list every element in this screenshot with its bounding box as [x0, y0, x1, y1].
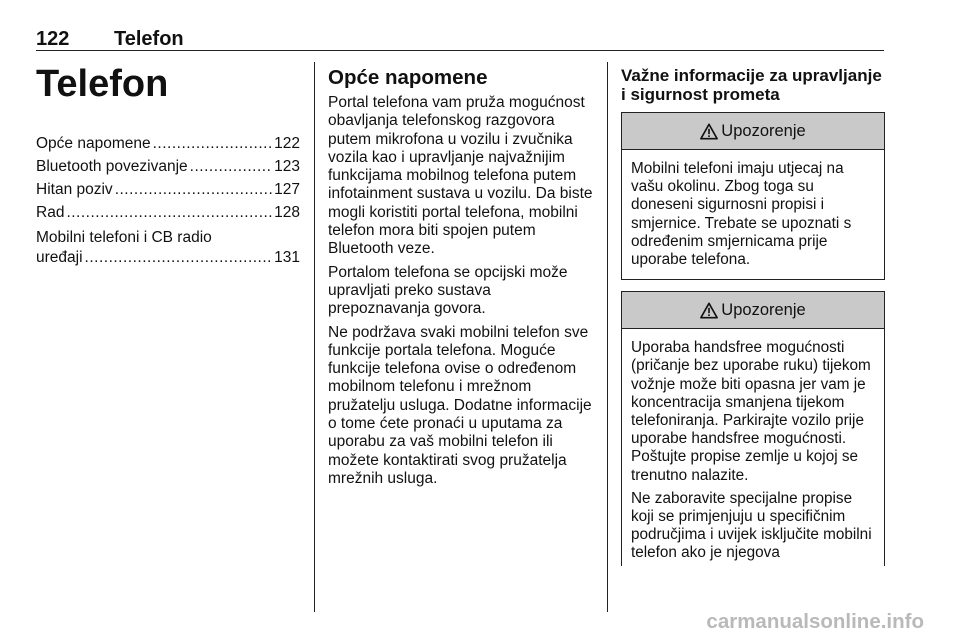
toc-label: Opće napomene [36, 135, 151, 152]
body-paragraph: Ne podržava svaki mobilni telefon sve funkcije portala telefona. Moguće funkcije telefona ovise o određenom mobilnom telefonu i mrežnom pružatelju usluga. Dodatne informacije o tome ćete pronaći u uputama za uporabu za vaš mobilni telefon ili možete kontaktirati svog pružatelja mrežnih usluga. [328, 323, 592, 487]
toc-page: 123 [274, 158, 300, 175]
toc-page: 122 [274, 135, 300, 152]
page-header [36, 28, 884, 52]
toc-leader [115, 178, 272, 201]
toc-page: 128 [274, 204, 300, 221]
toc-page: 131 [274, 249, 300, 266]
toc-entry[interactable] [36, 178, 300, 201]
warning-header [622, 113, 884, 150]
column-divider-1 [314, 62, 315, 612]
warning-triangle-icon [700, 123, 718, 140]
toc-label: Mobilni telefoni i CB radio [36, 229, 212, 246]
section-heading: Opće napomene [328, 66, 488, 89]
warning-header [622, 292, 884, 329]
toc-label: Rad [36, 204, 65, 221]
toc-page: 127 [274, 181, 300, 198]
warning-text: Ne zaboravite specijalne propise koji se primjenjuju u specifičnim područjima i uvijek isključite mobilni telefon ako je njegova [631, 489, 872, 562]
toc-entry[interactable] [36, 132, 300, 155]
toc-entry-multiline[interactable] [36, 228, 300, 268]
table-of-contents [36, 132, 300, 268]
safety-column [621, 66, 885, 566]
chapter-title: Telefon [36, 63, 169, 105]
toc-entry[interactable] [36, 201, 300, 224]
toc-entry-line2 [36, 248, 300, 268]
warning-label: Upozorenje [721, 121, 806, 140]
toc-leader [66, 201, 272, 224]
warning-text: Mobilni telefoni imaju utjecaj na vašu okolinu. Zbog toga su doneseni sigurnosni propisi i smjernice. Trebate se upoznati s određenim smjernicama prije uporabe telefona. [631, 160, 852, 269]
toc-label: Bluetooth povezivanje [36, 158, 188, 175]
warning-box [621, 291, 885, 566]
toc-entry[interactable] [36, 155, 300, 178]
warning-box [621, 112, 885, 280]
body-paragraph: Portalom telefona se opcijski može upravljati preko sustava prepoznavanja govora. [328, 263, 568, 318]
page-number: 122 [36, 28, 70, 50]
warning-text: Uporaba handsfree mogućnosti (pričanje bez uporabe ruku) tijekom vožnje može biti opasna jer vam je koncentracija smanjena tijekom telefoniranja. Parkirajte vozilo prije uporabe handsfree mogućnosti. Poštujte propise zemlje u kojoj se trenutno nalazite. [631, 339, 871, 484]
toc-leader [190, 155, 272, 178]
warning-body [622, 329, 884, 566]
watermark: carmanualsonline.info [706, 610, 924, 633]
toc-label: uređaji [36, 249, 83, 266]
general-column [328, 66, 594, 493]
body-paragraph: Portal telefona vam pruža mogućnost obavljanja telefonskog razgovora putem mikrofona u vozilu i zvučnika vozila kao i upravljanje najvažnijim funkcijama mobilnog telefona putem infotainment sustava u vozilu. Da biste mogli koristiti portal telefona, mobilni telefon mora biti spojen putem Bluetooth veze. [328, 94, 593, 258]
column-divider-2 [607, 62, 608, 612]
header-rule [36, 50, 884, 51]
toc-leader [153, 132, 273, 155]
toc-label: Hitan poziv [36, 181, 113, 198]
toc-leader [85, 248, 273, 268]
section-heading: Važne informacije za upravljanje i sigurnost prometa [621, 66, 882, 104]
chapter-column [36, 62, 300, 268]
warning-body [622, 150, 884, 279]
warning-label: Upozorenje [721, 300, 806, 319]
warning-triangle-icon [700, 302, 718, 319]
running-title: Telefon [114, 28, 184, 50]
